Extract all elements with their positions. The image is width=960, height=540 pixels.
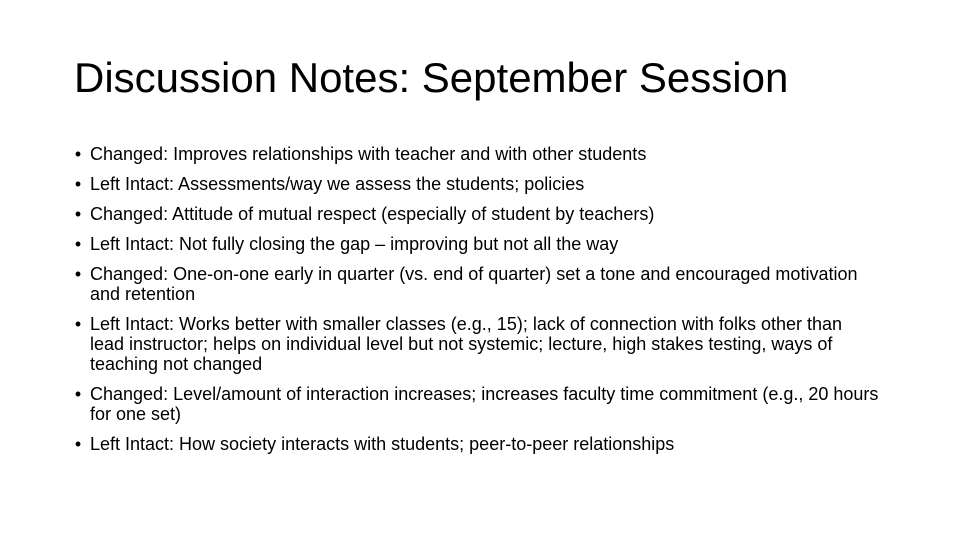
list-item [74, 314, 880, 374]
bullet-icon: • [74, 434, 82, 454]
bullet-text: Changed: Improves relationships with teacher and with other students [90, 144, 647, 164]
list-item [74, 234, 880, 254]
list-item [74, 204, 880, 224]
bullet-text: Changed: One-on-one early in quarter (vs. end of quarter) set a tone and encouraged motivation and retention [90, 264, 858, 304]
bullet-icon: • [74, 204, 82, 224]
list-item [74, 384, 880, 424]
list-item [74, 144, 880, 164]
bullet-text: Left Intact: Not fully closing the gap – improving but not all the way [90, 234, 619, 254]
bullet-icon: • [74, 144, 82, 164]
bullet-icon: • [74, 174, 82, 194]
bullet-text: Left Intact: Assessments/way we assess the students; policies [90, 174, 585, 194]
list-item [74, 264, 880, 304]
bullet-icon: • [74, 314, 82, 334]
bullet-icon: • [74, 384, 82, 404]
bullet-list [74, 144, 880, 464]
list-item [74, 434, 880, 454]
bullet-icon: • [74, 264, 82, 284]
bullet-text: Left Intact: Works better with smaller classes (e.g., 15); lack of connection with folks other than lead instructor; helps on individual level but not systemic; lecture, high stakes testing, ways of teaching not changed [90, 314, 843, 374]
bullet-text: Left Intact: How society interacts with students; peer-to-peer relationships [90, 434, 675, 454]
bullet-icon: • [74, 234, 82, 254]
bullet-text: Changed: Level/amount of interaction increases; increases faculty time commitment (e.g., 20 hours for one set) [90, 384, 879, 424]
slide-title: Discussion Notes: September Session [74, 54, 789, 101]
list-item [74, 174, 880, 194]
bullet-text: Changed: Attitude of mutual respect (especially of student by teachers) [90, 204, 655, 224]
